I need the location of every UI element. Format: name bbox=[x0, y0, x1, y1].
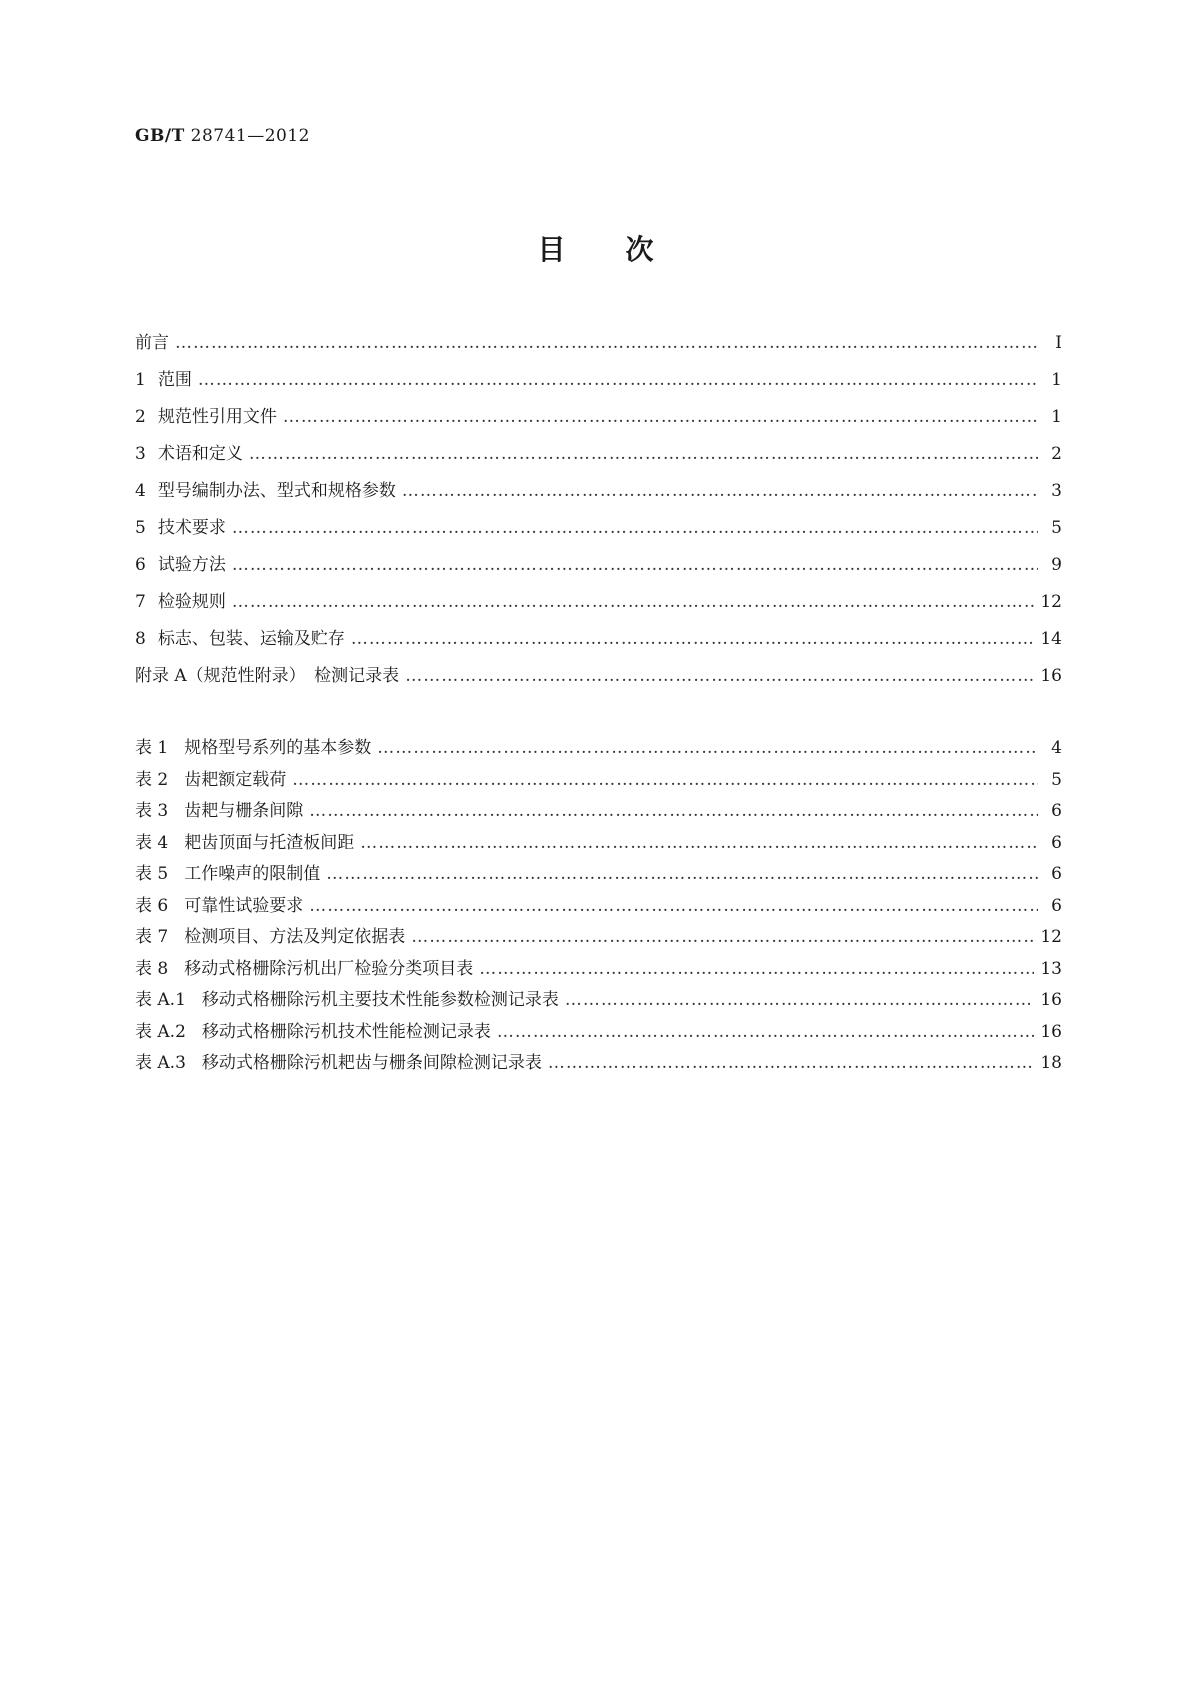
table-entry-7[interactable] bbox=[135, 922, 1062, 954]
toc-page-number: 12 bbox=[1040, 592, 1062, 612]
toc-entry-label: 附录 A（规范性附录） 检测记录表 bbox=[135, 666, 400, 686]
table-entry-a2[interactable] bbox=[135, 1017, 1062, 1049]
toc-page-number: 5 bbox=[1051, 518, 1062, 538]
toc-entry-label: 4 型号编制办法、型式和规格参数 bbox=[135, 481, 396, 501]
toc-leader bbox=[326, 864, 1038, 884]
toc-leader bbox=[232, 592, 1035, 612]
table-entry-label: 表 A.3 移动式格栅除污机耙齿与栅条间隙检测记录表 bbox=[135, 1053, 542, 1073]
table-entry-label: 表 A.1 移动式格栅除污机主要技术性能参数检测记录表 bbox=[135, 990, 559, 1010]
table-entry-2[interactable] bbox=[135, 765, 1062, 797]
list-of-tables bbox=[135, 733, 1062, 1080]
toc-page-number: 9 bbox=[1051, 555, 1062, 575]
toc-page-number: 16 bbox=[1040, 1021, 1062, 1042]
toc-page-number: 1 bbox=[1051, 407, 1062, 427]
toc-leader bbox=[360, 833, 1038, 853]
toc-leader bbox=[309, 801, 1038, 821]
table-entry-label: 表 3 齿耙与栅条间隙 bbox=[135, 801, 304, 821]
standard-code-prefix: GB/T bbox=[135, 126, 185, 146]
toc-entry-8[interactable] bbox=[135, 624, 1062, 661]
toc-page-number: 3 bbox=[1051, 481, 1062, 501]
table-of-contents bbox=[135, 328, 1062, 698]
table-entry-4[interactable] bbox=[135, 828, 1062, 860]
table-entry-3[interactable] bbox=[135, 796, 1062, 828]
toc-entry-label: 8 标志、包装、运输及贮存 bbox=[135, 629, 345, 649]
toc-leader bbox=[309, 896, 1038, 916]
table-entry-label: 表 6 可靠性试验要求 bbox=[135, 895, 304, 916]
toc-leader bbox=[411, 927, 1034, 947]
toc-leader bbox=[351, 629, 1035, 649]
toc-leader bbox=[175, 333, 1038, 353]
toc-entry-label: 7 检验规则 bbox=[135, 592, 226, 612]
toc-page-number: 12 bbox=[1040, 927, 1062, 947]
toc-entry-label: 5 技术要求 bbox=[135, 518, 226, 538]
toc-entry-label: 1 范围 bbox=[135, 370, 192, 390]
toc-leader bbox=[232, 518, 1038, 538]
toc-leader bbox=[232, 555, 1038, 575]
toc-page-number: 16 bbox=[1040, 666, 1062, 686]
toc-entry-7[interactable] bbox=[135, 587, 1062, 624]
toc-page-number: Ⅰ bbox=[1055, 333, 1062, 353]
toc-entry-3[interactable] bbox=[135, 439, 1062, 476]
standard-code bbox=[135, 126, 310, 146]
table-entry-a1[interactable] bbox=[135, 985, 1062, 1017]
toc-entry-appendix-a[interactable] bbox=[135, 661, 1062, 698]
toc-leader bbox=[377, 738, 1038, 758]
table-entry-label: 表 1 规格型号系列的基本参数 bbox=[135, 738, 372, 758]
table-entry-5[interactable] bbox=[135, 859, 1062, 891]
toc-page-number: 6 bbox=[1051, 895, 1062, 916]
toc-entry-2[interactable] bbox=[135, 402, 1062, 439]
toc-entry-label: 6 试验方法 bbox=[135, 555, 226, 575]
toc-leader bbox=[497, 1022, 1034, 1042]
toc-page-number: 14 bbox=[1040, 629, 1062, 649]
toc-leader bbox=[283, 407, 1038, 427]
toc-entry-1[interactable] bbox=[135, 365, 1062, 402]
page-title-char-1: 目 bbox=[537, 233, 566, 266]
toc-entry-label: 2 规范性引用文件 bbox=[135, 407, 277, 427]
toc-page-number: 13 bbox=[1040, 958, 1062, 979]
toc-leader bbox=[198, 370, 1038, 390]
table-entry-6[interactable] bbox=[135, 891, 1062, 923]
toc-page-number: 18 bbox=[1040, 1053, 1062, 1073]
toc-page-number: 6 bbox=[1051, 864, 1062, 884]
toc-page-number: 6 bbox=[1051, 832, 1062, 853]
toc-page-number: 5 bbox=[1051, 769, 1062, 790]
toc-entry-foreword[interactable] bbox=[135, 328, 1062, 365]
table-entry-label: 表 4 耙齿顶面与托渣板间距 bbox=[135, 832, 355, 853]
toc-leader bbox=[292, 770, 1038, 790]
table-entry-1[interactable] bbox=[135, 733, 1062, 765]
page-title-char-2: 次 bbox=[625, 233, 654, 266]
table-entry-label: 表 2 齿耙额定载荷 bbox=[135, 769, 287, 790]
toc-page-number: 4 bbox=[1051, 738, 1062, 758]
toc-leader bbox=[548, 1053, 1034, 1073]
toc-leader bbox=[249, 444, 1038, 464]
table-entry-8[interactable] bbox=[135, 954, 1062, 986]
toc-entry-label: 前言 bbox=[135, 333, 169, 353]
toc-entry-label: 3 术语和定义 bbox=[135, 444, 243, 464]
toc-page-number: 1 bbox=[1051, 370, 1062, 390]
toc-leader bbox=[402, 481, 1038, 501]
toc-leader bbox=[565, 990, 1034, 1010]
toc-entry-4[interactable] bbox=[135, 476, 1062, 513]
toc-leader bbox=[479, 959, 1034, 979]
table-entry-label: 表 8 移动式格栅除污机出厂检验分类项目表 bbox=[135, 958, 474, 979]
standard-code-number: 28741—2012 bbox=[190, 126, 310, 146]
page-title bbox=[0, 228, 1191, 268]
table-entry-label: 表 A.2 移动式格栅除污机技术性能检测记录表 bbox=[135, 1021, 491, 1042]
table-entry-label: 表 7 检测项目、方法及判定依据表 bbox=[135, 927, 406, 947]
toc-page-number: 6 bbox=[1051, 801, 1062, 821]
table-entry-a3[interactable] bbox=[135, 1048, 1062, 1080]
toc-page-number: 16 bbox=[1040, 990, 1062, 1010]
toc-page-number: 2 bbox=[1051, 444, 1062, 464]
toc-leader bbox=[405, 666, 1034, 686]
toc-entry-6[interactable] bbox=[135, 550, 1062, 587]
toc-entry-5[interactable] bbox=[135, 513, 1062, 550]
table-entry-label: 表 5 工作噪声的限制值 bbox=[135, 864, 321, 884]
